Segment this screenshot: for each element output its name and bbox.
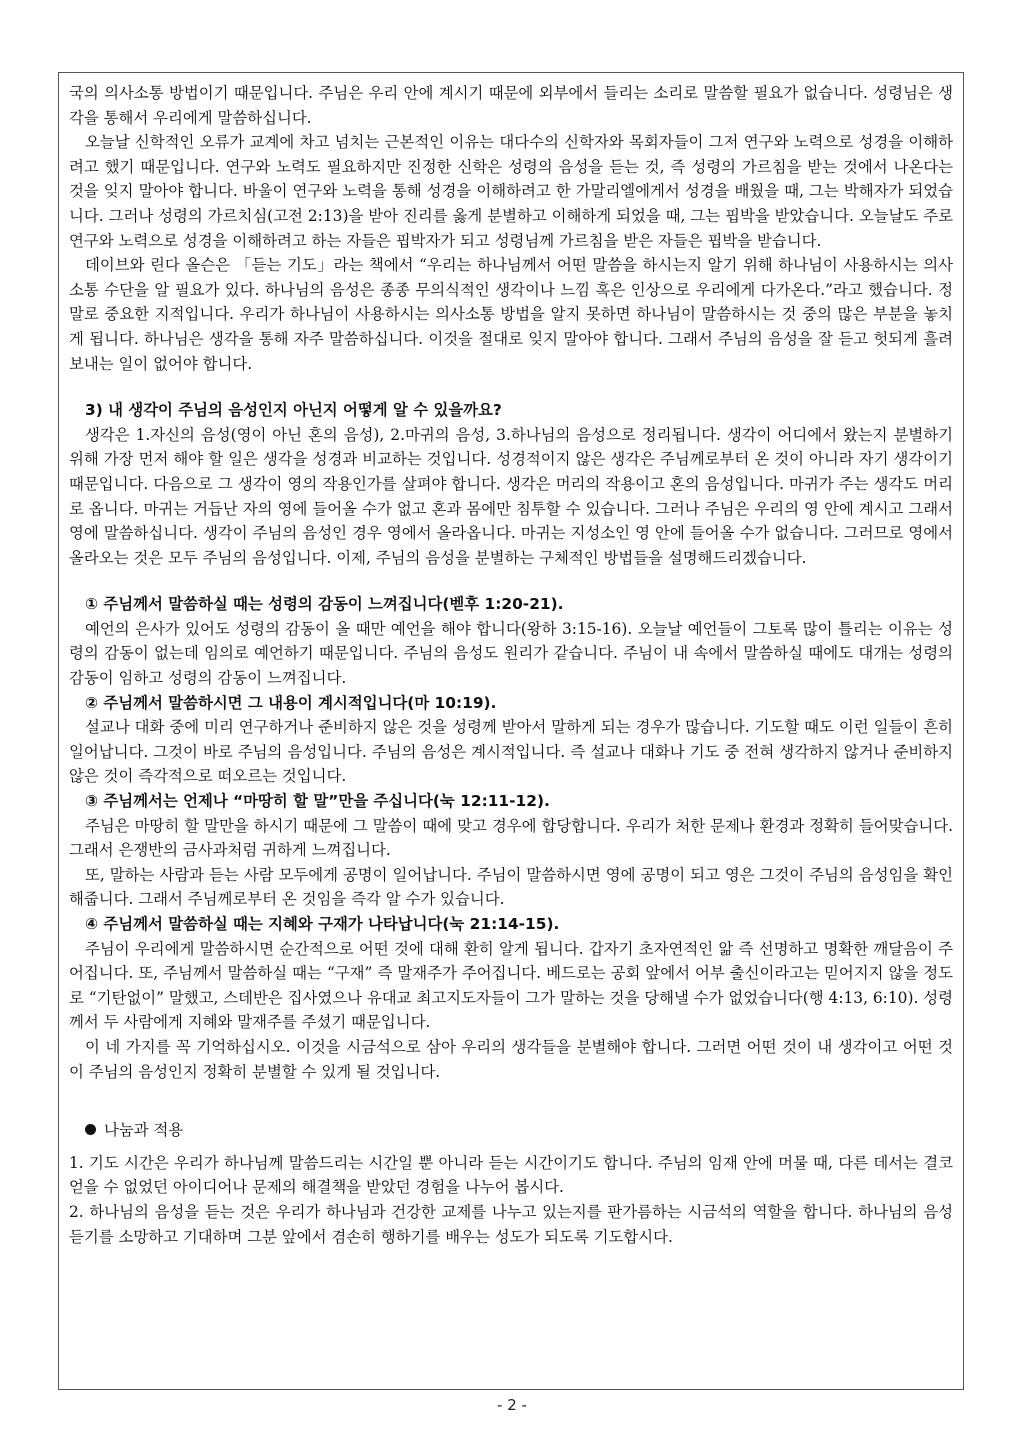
- paragraph-theology: 오늘날 신학적인 오류가 교계에 차고 넘치는 근본적인 이유는 대다수의 신학자와 목회자들이 그저 연구와 노력으로 성경을 이해하려고 했기 때문입니다. 연구와 노력도 필요하지만 진정한 신학은 성령의 음성을 듣는 것, 즉 성령의 가르침을 받는 것에서 나온다는 것을 잊지 말아야 합니다. 바울이 연구와 노력을 통해 성경을 이해하려고 한 가말리엘에게서 성경을 배웠을 때, 그는 박해자가 되었습니다. 그러나 성령의 가르치심(고전 2:13)을 받아 진리를 옳게 분별하고 이해하게 되었을 때, 그는 핍박을 받았습니다. 오늘날도 주로 연구와 노력으로 성경을 이해하려고 하는 자들은 핍박자가 되고 성령님께 가르침을 받은 자들은 핍박을 받습니다.: [69, 133, 953, 250]
- document-page: [58, 72, 964, 1390]
- point-4-paragraph-1: 주님이 우리에게 말씀하시면 순간적으로 어떤 것에 대해 환히 알게 됩니다. 갑자기 초자연적인 앎 즉 선명하고 명확한 깨달음이 주어집니다. 또, 주님께서 말씀하실 때는 “구재” 즉 말재주가 주어집니다. 베드로는 공회 앞에서 어부 출신이라고는 믿어지지 않을 정도로 “기탄없이” 말했고, 스데반은 집사였으나 유대교 최고지도자들이 그가 말하는 것을 당해낼 수가 없었습니다(행 4:13, 6:10). 성령께서 두 사람에게 지혜와 말재주를 주셨기 때문입니다.: [69, 939, 953, 1032]
- point-4-heading: ④ 주님께서 말씀하실 때는 지혜와 구재가 나타납니다(눅 21:14-15).: [85, 915, 560, 933]
- point-1-paragraph: 예언의 은사가 있어도 성령의 감동이 올 때만 예언을 해야 합니다(왕하 3:15-16). 오늘날 예언들이 그토록 많이 틀리는 이유는 성령의 감동이 없는데 임의로 예언하기 때문입니다. 주님의 음성도 원리가 같습니다. 주님이 내 속에서 말씀하실 때에도 대개는 성령의 감동이 임하고 성령의 감동이 느껴집니다.: [69, 619, 953, 688]
- point-3-heading: ③ 주님께서는 언제나 “마땅히 할 말”만을 주십니다(눅 12:11-12).: [85, 792, 550, 811]
- sharing-heading-label: 나눔과 적용: [104, 1121, 184, 1140]
- bullet-icon: [85, 1124, 96, 1135]
- point-3-paragraph-2: 또, 말하는 사람과 듣는 사람 모두에게 공명이 일어납니다. 주님이 말씀하시면 영에 공명이 되고 영은 그것이 주님의 음성임을 확인해줍니다. 그래서 주님께로부터 온 것임을 즉각 알 수가 있습니다.: [69, 865, 953, 909]
- section-paragraph: 생각은 1.자신의 음성(영이 아닌 혼의 음성), 2.마귀의 음성, 3.하나님의 음성으로 정리됩니다. 생각이 어디에서 왔는지 분별하기 위해 가장 먼저 해야 할 일은 생각을 성경과 비교하는 것입니다. 성경적이지 않은 생각은 주님께로부터 온 것이 아니라 자기 생각이기 때문입니다. 다음으로 그 생각이 영의 작용인가를 살펴야 합니다. 생각은 머리의 작용이고 혼의 음성입니다. 마귀가 주는 생각도 머리로 옵니다. 마귀는 거듭난 자의 영에 들어올 수가 없고 혼과 몸에만 침투할 수 있습니다. 그러나 주님은 우리의 영 안에 계시고 그래서 영에 말씀하십니다. 생각이 주님의 음성인 경우 영에서 올라옵니다. 마귀는 지성소인 영 안에 들어올 수가 없습니다. 그러므로 영에서 올라오는 것은 모두 주님의 음성입니다. 이제, 주님의 음성을 분별하는 구체적인 방법들을 설명해드리겠습니다.: [69, 425, 953, 567]
- sharing-item-2: 2. 하나님의 음성을 듣는 것은 우리가 하나님과 건강한 교제를 나누고 있는지를 판가름하는 시금석의 역할을 합니다. 하나님의 음성 듣기를 소망하고 기대하며 그분 앞에서 겸손히 행하기를 배우는 성도가 되도록 기도합시다.: [69, 1202, 953, 1246]
- paragraph-continued: 국의 의사소통 방법이기 때문입니다. 주님은 우리 안에 계시기 때문에 외부에서 들리는 소리로 말씀할 필요가 없습니다. 성령님은 생각을 통해서 우리에게 말씀하십니다.: [69, 84, 953, 127]
- paragraph-quote: 데이브와 린다 올슨은 「듣는 기도」라는 책에서 “우리는 하나님께서 어떤 말씀을 하시는지 알기 위해 하나님이 사용하시는 의사소통 수단을 알 필요가 있다. 하나님의 음성은 종종 무의식적인 생각이나 느낌 혹은 인상으로 우리에게 다가온다.”라고 했습니다. 정말로 중요한 지적입니다. 우리가 하나님이 사용하시는 의사소통 방법을 알지 못하면 하나님이 말씀하시는 것 중의 많은 부분을 놓치게 됩니다. 하나님은 생각을 통해 자주 말씀하십니다. 이것을 절대로 잊지 말아야 합니다. 그래서 주님의 음성을 잘 듣고 헛되게 흘려보내는 일이 없어야 합니다.: [69, 256, 953, 373]
- point-3-paragraph-1: 주님은 마땅히 할 말만을 하시기 때문에 그 말씀이 때에 맞고 경우에 합당합니다. 우리가 처한 문제나 환경과 정확히 들어맞습니다. 그래서 은쟁반의 금사과처럼 귀하게 느껴집니다.: [69, 816, 953, 860]
- point-2-paragraph: 설교나 대화 중에 미리 연구하거나 준비하지 않은 것을 성령께 받아서 말하게 되는 경우가 많습니다. 기도할 때도 이런 일들이 흔히 일어납니다. 그것이 바로 주님의 음성입니다. 주님의 음성은 계시적입니다. 즉 설교나 대화나 기도 중 전혀 생각하지 않거나 준비하지 않은 것이 즉각적으로 떠오르는 것입니다.: [69, 718, 953, 786]
- point-1-heading: ① 주님께서 말씀하실 때는 성령의 감동이 느껴집니다(벧후 1:20-21).: [85, 595, 564, 614]
- sharing-heading: [69, 1118, 953, 1143]
- point-2-heading: ② 주님께서 말씀하시면 그 내용이 계시적입니다(마 10:19).: [85, 693, 497, 712]
- sharing-item-1: 1. 기도 시간은 우리가 하나님께 말씀드리는 시간일 뿐 아니라 듣는 시간이기도 합니다. 주님의 임재 안에 머물 때, 다른 데서는 결코 얻을 수 없었던 아이디어나 문제의 해결책을 받았던 경험을 나누어 봅시다.: [69, 1153, 953, 1197]
- point-4-paragraph-2: 이 네 가지를 꼭 기억하십시오. 이것을 시금석으로 삼아 우리의 생각들을 분별해야 합니다. 그러면 어떤 것이 내 생각이고 어떤 것이 주님의 음성인지 정확히 분별할 수 있게 될 것입니다.: [69, 1037, 953, 1081]
- section-heading: 3) 내 생각이 주님의 음성인지 아닌지 어떻게 알 수 있을까요?: [85, 401, 502, 420]
- document-body: [69, 81, 953, 1249]
- page-number: - 2 -: [497, 1396, 527, 1414]
